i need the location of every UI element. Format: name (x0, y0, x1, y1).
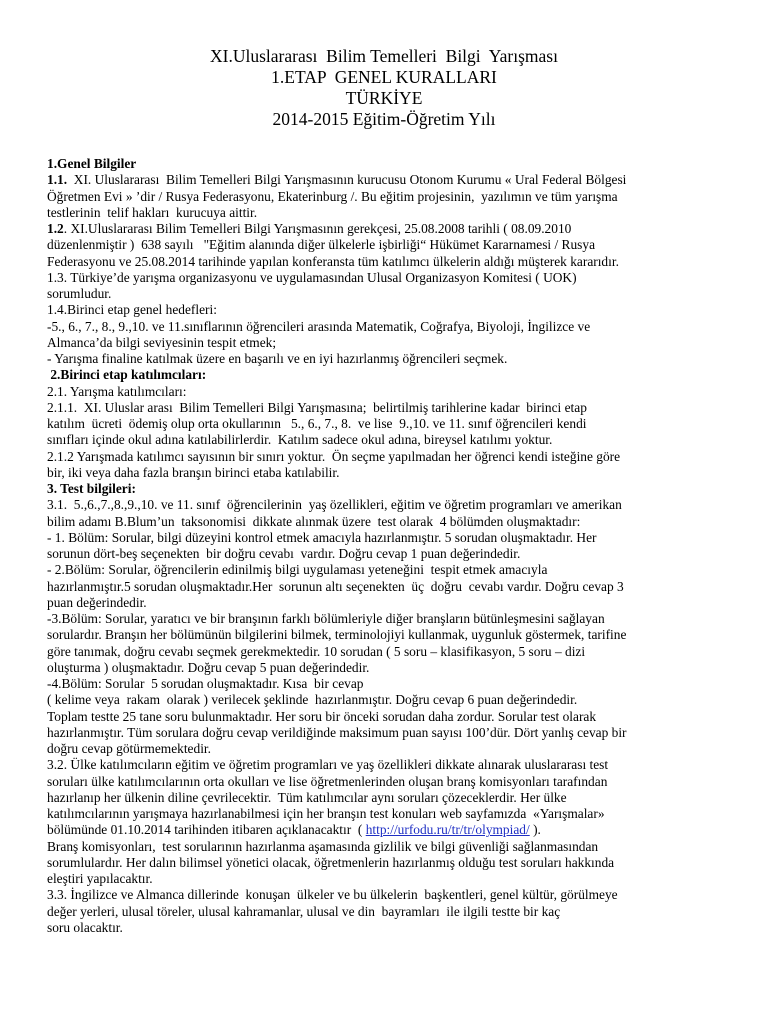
line-text: 2.1.2 Yarışmada katılımcı sayısının bir sınırı yoktur. Ön seçme yapılmadan her öğrenci kendi isteğine göre (47, 448, 621, 464)
text-line (47, 676, 727, 692)
line-text: testlerinin telif hakları kurucuya aittir. (47, 204, 258, 220)
line-text: düzenlenmiştir ) 638 sayılı "Eğitim alanında diğer ülkelerle işbirliği“ Hükümet Kararnamesi / Rusya (47, 237, 596, 253)
text-line (47, 514, 727, 530)
line-text: 1.4.Birinci etap genel hedefleri: (47, 302, 217, 318)
text-line (47, 660, 727, 676)
text-line (47, 757, 727, 773)
line-text: 3.1. 5.,6.,7.,8.,9.,10. ve 11. sınıf öğrencilerinin yaş özellikleri, eğitim ve öğretim programları ve amerikan (47, 497, 622, 513)
text-line (47, 725, 727, 741)
text-line (47, 254, 727, 270)
text-line (47, 432, 727, 448)
text-line (47, 839, 727, 855)
line-text: katılımcılarının yarışmaya hazırlanabilmesi için her branşın test konuları web sayfamızda «Yarışmalar» (47, 806, 605, 821)
line-text: puan değerindedir. (47, 594, 147, 610)
document-body (47, 156, 727, 936)
bold-heading: 1.2 (47, 221, 64, 236)
line-text: hazırlanmıştır.5 sorudan oluşmaktadır.Her sorunun altı seçenekten üç doğru cevabı vardır. Doğru cevap 3 (47, 578, 624, 594)
line-text: değer yerleri, ulusal töreler, ulusal kahramanlar, ulusal ve din bayramları ile ilgili testte bir kaç (47, 903, 561, 919)
text-line (47, 384, 727, 400)
text-line (47, 237, 727, 253)
line-text: Toplam testte 25 tane soru bulunmaktadır. Her soru bir önceki sorudan daha zordur. Sorular test olarak (47, 708, 597, 724)
text-line (47, 774, 727, 790)
text-line (47, 709, 727, 725)
line-text: . XI.Uluslararası Bilim Temelleri Bilgi Yarışmasının gerekçesi, 25.08.2008 tarihli ( 08.09.2010 (63, 221, 572, 236)
bold-heading: 2.Birinci etap katılımcıları: (47, 367, 207, 383)
line-text: soruları ülke katılımcılarının orta okulları ve lise öğretmenlerinden oluşan branş komisyonları tarafından (47, 773, 608, 789)
text-line (47, 855, 727, 871)
line-text: - 2.Bölüm: Sorular, öğrencilerin edinilmiş bilgi uygulaması yeteneğini tespit etmek amacıyla (47, 562, 548, 578)
text-line (47, 302, 727, 318)
text-line (47, 822, 727, 838)
text-line (47, 221, 727, 237)
title-line-3: TÜRKİYE (345, 88, 423, 108)
text-line (47, 319, 727, 335)
line-text: ( kelime veya rakam olarak ) verilecek şeklinde hazırlanmıştır. Doğru cevap 6 puan değerindedir. (47, 692, 578, 708)
line-text: hazırlanmıştır. Tüm sorulara doğru cevap verildiğinde maksimum puan sayısı 100’dür. Dört yanlış cevap bir (47, 724, 627, 740)
line-text: - Yarışma finaline katılmak üzere en başarılı ve en iyi hazırlanmış öğrencileri seçmek. (47, 351, 508, 366)
line-text: bölümünde 01.10.2014 tarihinden itibaren açıklanacaktır ( (47, 822, 366, 838)
text-line (47, 189, 727, 205)
text-line (47, 920, 727, 936)
line-text: -5., 6., 7., 8., 9.,10. ve 11.sınıflarının öğrencileri arasında Matematik, Coğrafya, Biyoloji, İngilizce ve (47, 318, 591, 334)
line-text: -4.Bölüm: Sorular 5 sorudan oluşmaktadır. Kısa bir cevap (47, 676, 364, 691)
line-text: sorumlulardır. Her dalın bilimsel yönetici olacak, öğretmenlerin hazırlanmış olduğu test soruları hakkında (47, 854, 615, 870)
text-line (47, 887, 727, 903)
line-text: hazırlanıp her ülkenin diline çevrilecektir. Tüm katılımcılar aynı soruları çözeceklerdir. Her ülke (47, 789, 567, 805)
line-text: sorunun dört-beş seçenekten bir doğru cevabı vardır. Doğru cevap 1 puan değerindedir. (47, 546, 521, 561)
line-text: 2.1.1. XI. Uluslar arası Bilim Temelleri Bilgi Yarışmasına; belirtilmiş tarihlerine kadar birinci etap (47, 399, 587, 415)
line-text: katılım ücreti ödemiş olup orta okullarının 5., 6., 7., 8. ve lise 9.,10. ve 11. sınıf öğrencileri kendi (47, 416, 587, 431)
line-text: Federasyonu ve 25.08.2014 tarihinde yapılan konferansta tüm katılımcı ülkelerin aldığı müşterek kararıdır. (47, 253, 619, 269)
title-line-1: XI.Uluslararası Bilim Temelleri Bilgi Yarışması (210, 46, 558, 66)
line-text: Öğretmen Evi » ’dir / Rusya Federasyonu, Ekaterinburg /. Bu eğitim projesinin, yazılımın ve tüm yarışma (47, 188, 618, 204)
text-line (47, 579, 727, 595)
text-line (47, 367, 727, 383)
line-text: Almanca’da bilgi seviyesinin tespit etmek; (47, 334, 277, 350)
text-line (47, 871, 727, 887)
text-line (47, 595, 727, 611)
line-text: eleştiri yapılacaktır. (47, 871, 153, 886)
text-line (47, 530, 727, 546)
text-line (47, 562, 727, 578)
line-text: sınıfları içinde okul adına katılabilirlerdir. Katılım sadece okul adına, bireysel katılımı yoktur. (47, 432, 553, 448)
text-line (47, 270, 727, 286)
text-line (47, 546, 727, 562)
document-title (0, 46, 768, 130)
text-line (47, 692, 727, 708)
text-line (47, 741, 727, 757)
text-line (47, 644, 727, 660)
text-line (47, 156, 727, 172)
text-line (47, 351, 727, 367)
line-text: bilim adamı B.Blum’un taksonomisi dikkate alınmak üzere test olarak 4 bölümden oluşmaktadır: (47, 513, 581, 529)
olympiad-link[interactable]: http://urfodu.ru/tr/tr/olympiad/ (365, 822, 530, 838)
line-text: 1.3. Türkiye’de yarışma organizasyonu ve uygulamasından Ulusal Organizasyon Komitesi ( UOK) (47, 269, 577, 285)
bold-heading: 3. Test bilgileri: (47, 481, 136, 496)
line-text: 3.2. Ülke katılımcıların eğitim ve öğretim programları ve yaş özellikleri dikkate alınarak uluslararası test (47, 757, 609, 773)
line-text: bir, iki veya daha fazla branşın birinci etaba katılabilir. (47, 464, 340, 480)
line-text: Branş komisyonları, test sorularının hazırlanma aşamasında gizlilik ve bilgi güvenliği sağlanmasından (47, 838, 599, 854)
line-text: sorulardır. Branşın her bölümünün bilgilerini bilmek, terminolojiyi kullanmak, uygunluk göstermek, tarifine (47, 627, 627, 643)
line-text: 2.1. Yarışma katılımcıları: (47, 383, 187, 399)
title-line-2: 1.ETAP GENEL KURALLARI (271, 67, 497, 87)
text-line (47, 335, 727, 351)
text-line (47, 449, 727, 465)
text-line (47, 611, 727, 627)
bold-heading: 1.Genel Bilgiler (47, 156, 137, 171)
line-text: XI. Uluslararası Bilim Temelleri Bilgi Yarışmasının kurucusu Otonom Kurumu « Ural Federal Bölgesi (67, 172, 627, 188)
text-line (47, 806, 727, 822)
text-line (47, 790, 727, 806)
text-line (47, 400, 727, 416)
bold-heading: 1.1. (47, 172, 68, 188)
text-line (47, 465, 727, 481)
text-line (47, 627, 727, 643)
line-text: göre tanımak, doğru cevabı seçmek gerekmektedir. 10 sorudan ( 5 soru – klasifikasyon, 5 soru – dizi (47, 643, 586, 659)
line-text-after: ). (529, 822, 541, 838)
text-line (47, 172, 727, 188)
text-line (47, 904, 727, 920)
text-line (47, 416, 727, 432)
text-line (47, 497, 727, 513)
line-text: 3.3. İngilizce ve Almanca dillerinde konuşan ülkeler ve bu ülkelerin başkentleri, genel kültür, görülmeye (47, 887, 618, 903)
line-text: -3.Bölüm: Sorular, yaratıcı ve bir branşının farklı bölümleriyle diğer branşların bütünleşmesini sağlayan (47, 611, 605, 626)
line-text: doğru cevap götürmemektedir. (47, 741, 211, 756)
line-text: sorumludur. (47, 286, 112, 301)
text-line (47, 205, 727, 221)
line-text: oluşturma ) oluşmaktadır. Doğru cevap 5 puan değerindedir. (47, 659, 370, 675)
line-text: soru olacaktır. (47, 919, 123, 935)
text-line (47, 286, 727, 302)
line-text: - 1. Bölüm: Sorular, bilgi düzeyini kontrol etmek amacıyla hazırlanmıştır. 5 sorudan oluşmaktadır. Her (47, 529, 597, 545)
text-line (47, 481, 727, 497)
title-line-4: 2014-2015 Eğitim-Öğretim Yılı (272, 109, 496, 129)
